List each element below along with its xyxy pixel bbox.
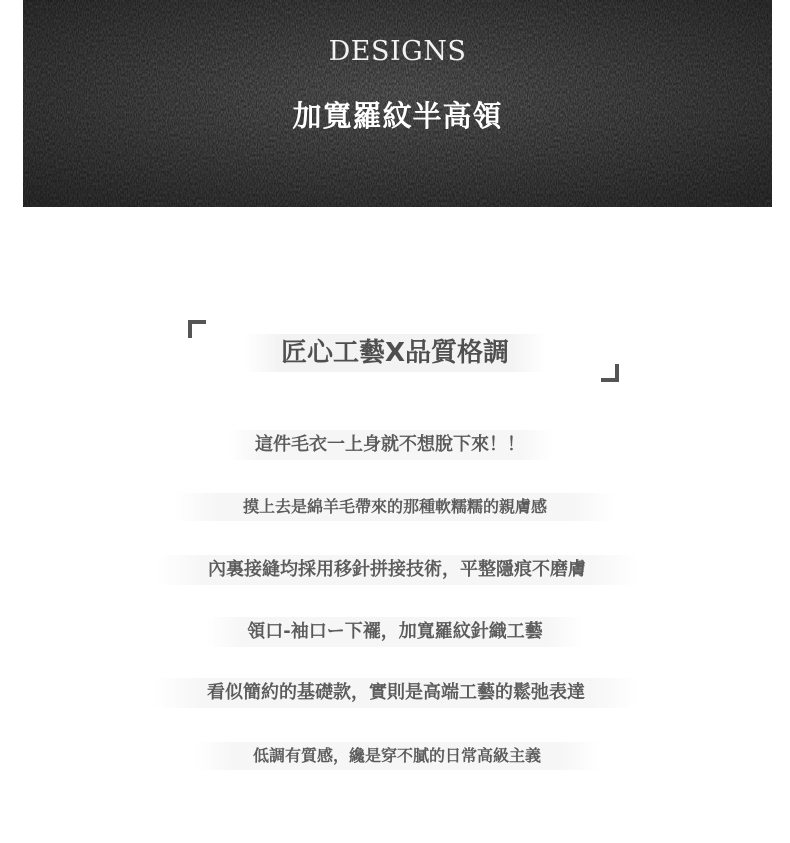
description-line-6: 低調有質感，纔是穿不膩的日常高級主義 xyxy=(194,742,600,770)
description-line-4: 領口-袖口ー下襬，加寬羅紋針織工藝 xyxy=(206,617,584,647)
description-line-3: 內裏接縫均採用移針拼接技術，平整隱痕不磨膚 xyxy=(156,555,638,585)
corner-bracket-bottom-right-icon xyxy=(601,364,619,382)
hero-banner xyxy=(23,0,772,207)
hero-title: 加寬羅紋半高領 xyxy=(292,99,503,133)
description-line-2: 摸上去是綿羊毛帶來的那種軟糯糯的親膚感 xyxy=(174,493,616,521)
corner-bracket-top-left-icon xyxy=(188,320,206,338)
hero-eyebrow-text: DESIGNS xyxy=(328,36,467,67)
section-title: 匠心工藝X品質格調 xyxy=(244,334,546,372)
description-line-1: 這件毛衣一上身就不想脫下來！！ xyxy=(228,430,552,460)
description-line-5: 看似簡約的基礎款，實則是高端工藝的鬆弛表達 xyxy=(154,678,638,708)
